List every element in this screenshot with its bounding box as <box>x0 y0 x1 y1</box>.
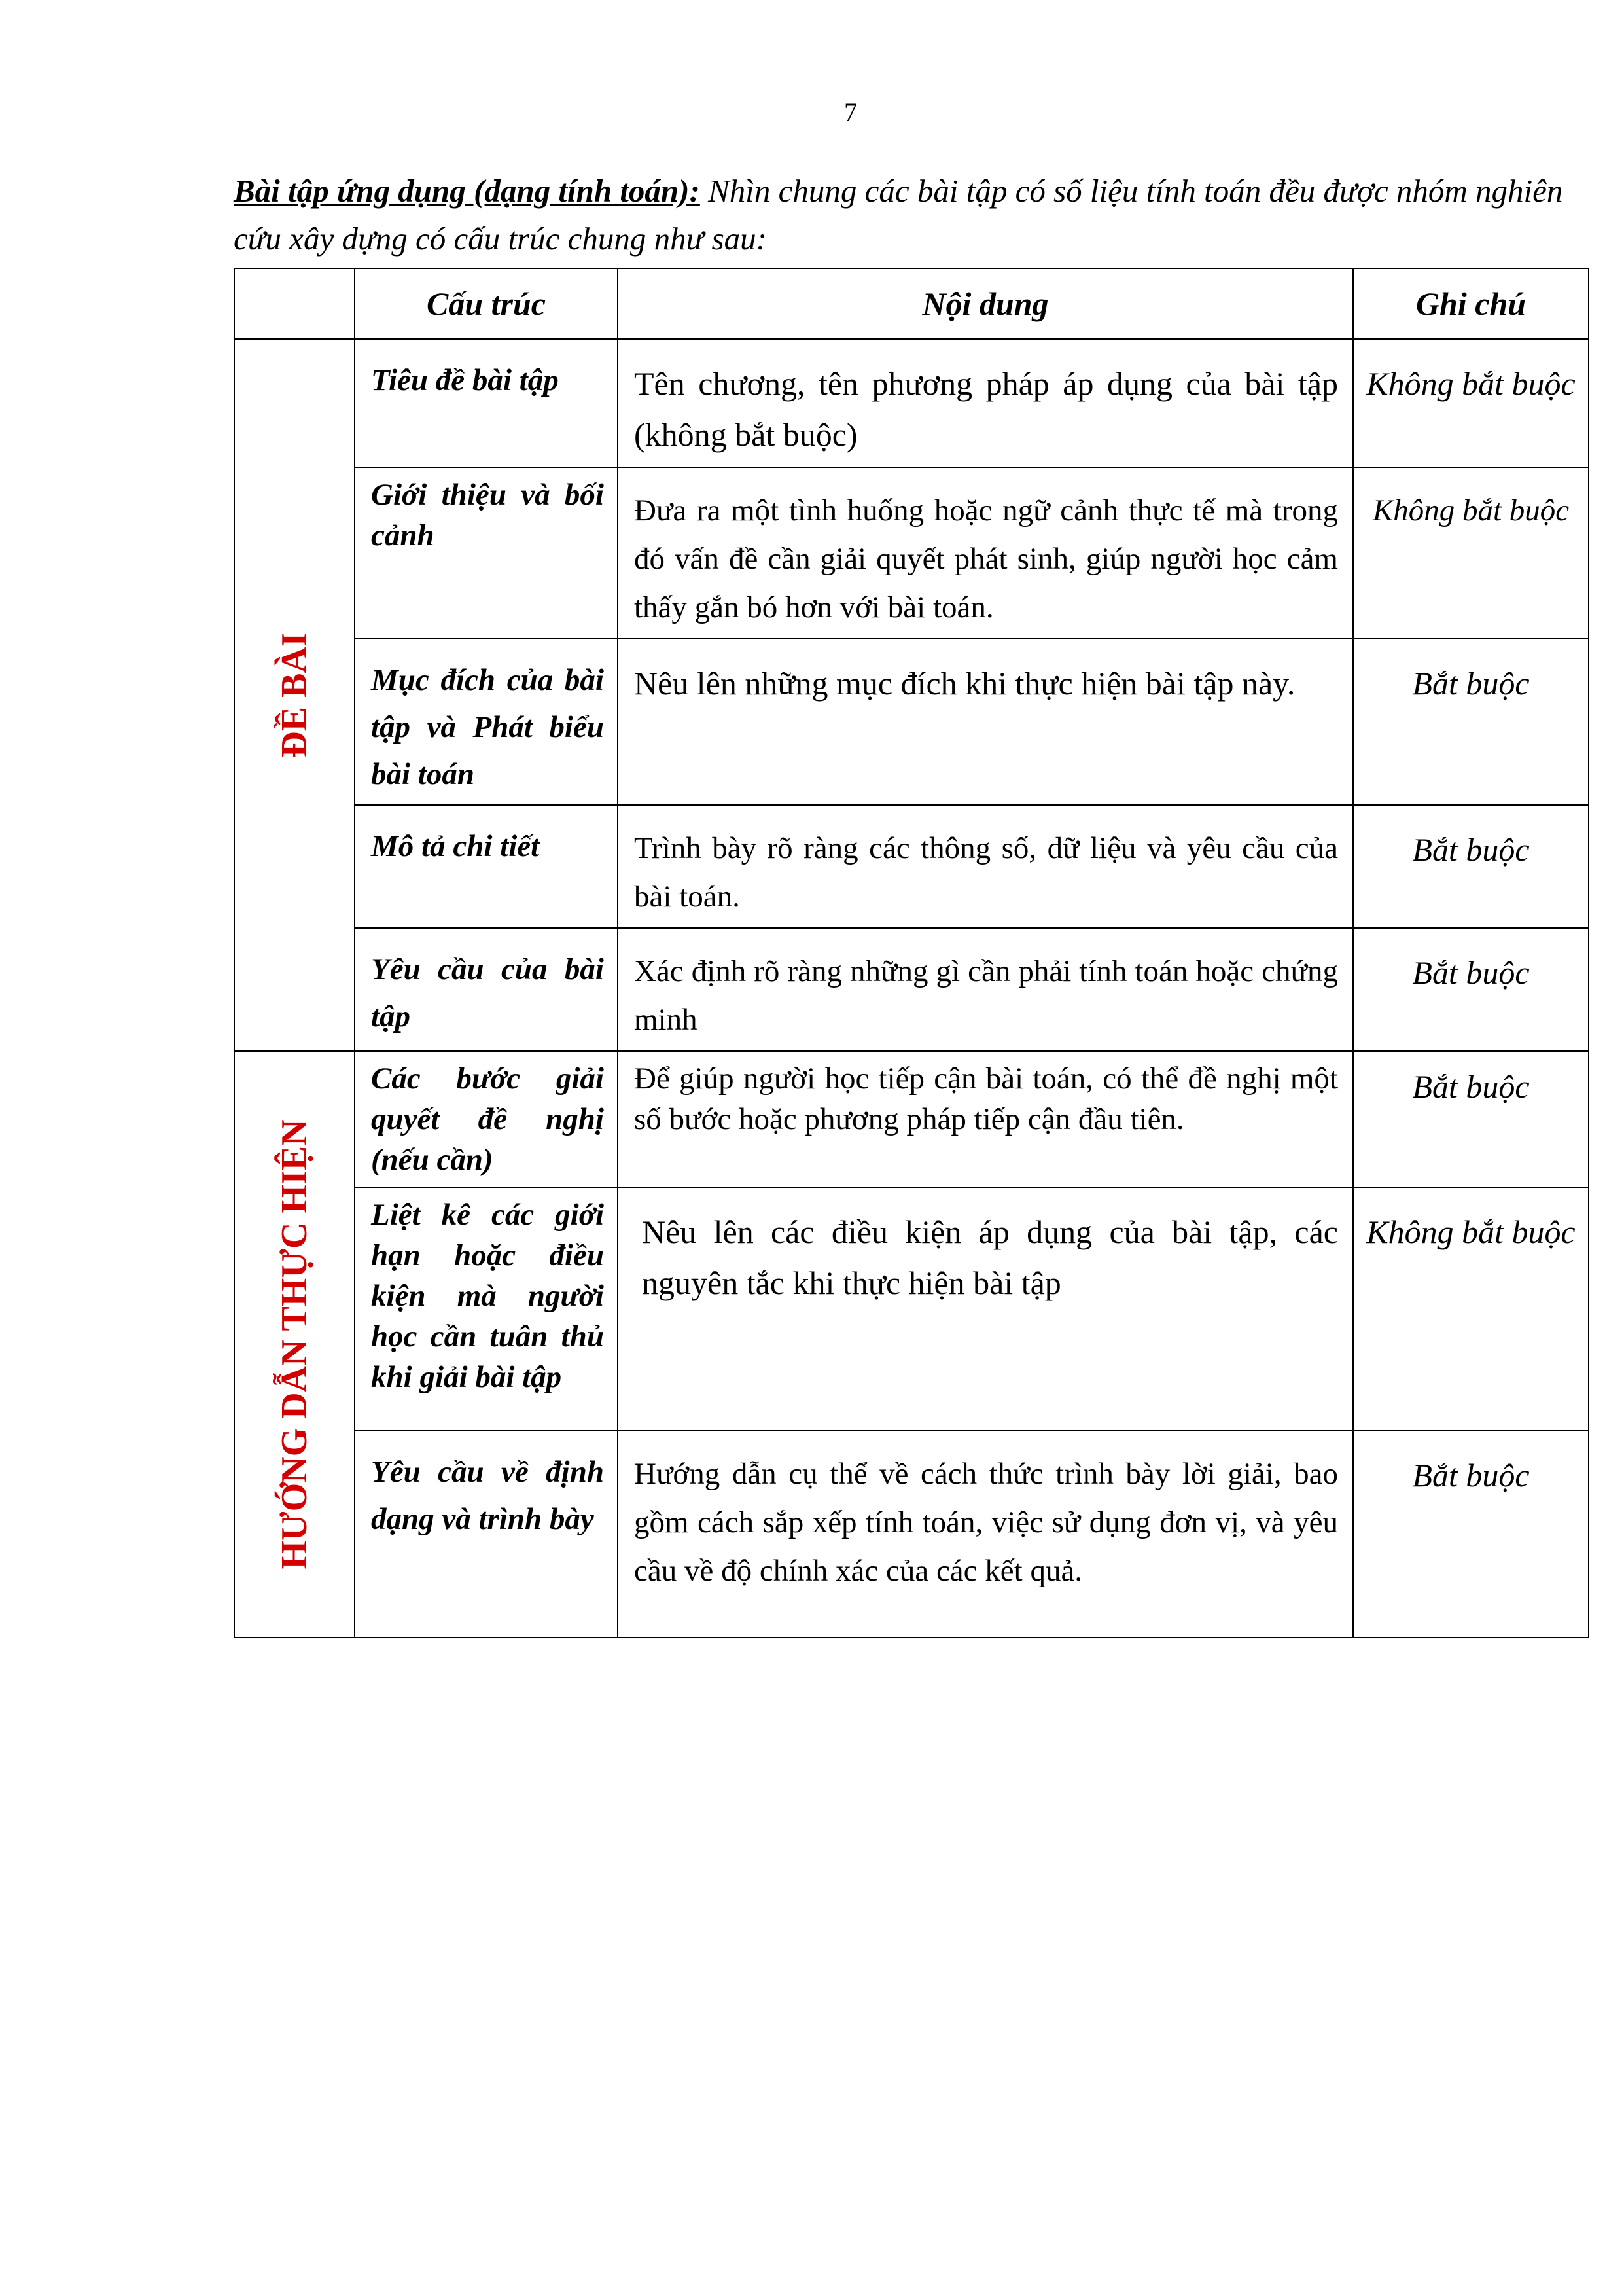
table-row <box>234 1051 1589 1187</box>
content-cell: Để giúp người học tiếp cận bài toán, có thể đề nghị một số bước hoặc phương pháp tiếp cận đầu tiên. <box>618 1051 1353 1187</box>
note-cell: Không bắt buộc <box>1353 1187 1589 1431</box>
intro-lead: Bài tập ứng dụng (dạng tính toán): <box>234 173 700 209</box>
table-row <box>234 639 1589 805</box>
note-cell: Bắt buộc <box>1353 639 1589 805</box>
structure-cell: Mục đích của bài tập và Phát biểu bài toán <box>355 639 618 805</box>
table-row <box>234 928 1589 1051</box>
structure-cell: Yêu cầu về định dạng và trình bày <box>355 1431 618 1638</box>
structure-cell: Tiêu đề bài tập <box>355 339 618 467</box>
note-cell: Bắt buộc <box>1353 1431 1589 1638</box>
note-cell: Không bắt buộc <box>1353 467 1589 639</box>
intro-text: Nhìn chung các bài tập có số liệu tính toán đều được nhóm nghiên cứu xây dựng có cấu trúc chung như sau: <box>234 173 1563 257</box>
note-cell: Không bắt buộc <box>1353 339 1589 467</box>
content-cell: Xác định rõ ràng những gì cần phải tính toán hoặc chứng minh <box>618 928 1353 1051</box>
note-cell: Bắt buộc <box>1353 928 1589 1051</box>
header-content: Nội dung <box>618 268 1353 339</box>
content-cell: Đưa ra một tình huống hoặc ngữ cảnh thực tế mà trong đó vấn đề cần giải quyết phát sinh, giúp người học cảm thấy gắn bó hơn với bài toán. <box>618 467 1353 639</box>
content-cell: Nêu lên những mục đích khi thực hiện bài tập này. <box>618 639 1353 805</box>
content-cell: Trình bày rõ ràng các thông số, dữ liệu và yêu cầu của bài toán. <box>618 805 1353 928</box>
table-header-row <box>234 268 1589 339</box>
exercise-structure-table <box>234 268 1589 1638</box>
table-row <box>234 467 1589 639</box>
table-row <box>234 1187 1589 1431</box>
table-row <box>234 1431 1589 1638</box>
header-group-cell <box>234 268 355 339</box>
intro-paragraph <box>234 167 1608 262</box>
structure-cell: Mô tả chi tiết <box>355 805 618 928</box>
group-label-huong-dan: HƯỚNG DẪN THỰC HIỆN <box>274 1119 315 1570</box>
content-cell: Nêu lên các điều kiện áp dụng của bài tập, các nguyên tắc khi thực hiện bài tập <box>618 1187 1353 1431</box>
page-number: 7 <box>844 98 857 127</box>
structure-cell: Yêu cầu của bài tập <box>355 928 618 1051</box>
header-note: Ghi chú <box>1353 268 1589 339</box>
content-cell: Tên chương, tên phương pháp áp dụng của bài tập (không bắt buộc) <box>618 339 1353 467</box>
content-cell: Hướng dẫn cụ thể về cách thức trình bày lời giải, bao gồm cách sắp xếp tính toán, việc sử dụng đơn vị, và yêu cầu về độ chính xác của các kết quả. <box>618 1431 1353 1638</box>
structure-cell: Liệt kê các giới hạn hoặc điều kiện mà người học cần tuân thủ khi giải bài tập <box>355 1187 618 1431</box>
structure-cell: Giới thiệu và bối cảnh <box>355 467 618 639</box>
group-de-bai <box>234 339 355 1051</box>
group-label-de-bai: ĐỀ BÀI <box>274 632 315 758</box>
table-row <box>234 805 1589 928</box>
header-structure: Cấu trúc <box>355 268 618 339</box>
group-huong-dan-thuc-hien <box>234 1051 355 1638</box>
note-cell: Bắt buộc <box>1353 805 1589 928</box>
note-cell: Bắt buộc <box>1353 1051 1589 1187</box>
table-row <box>234 339 1589 467</box>
structure-cell: Các bước giải quyết đề nghị (nếu cần) <box>355 1051 618 1187</box>
